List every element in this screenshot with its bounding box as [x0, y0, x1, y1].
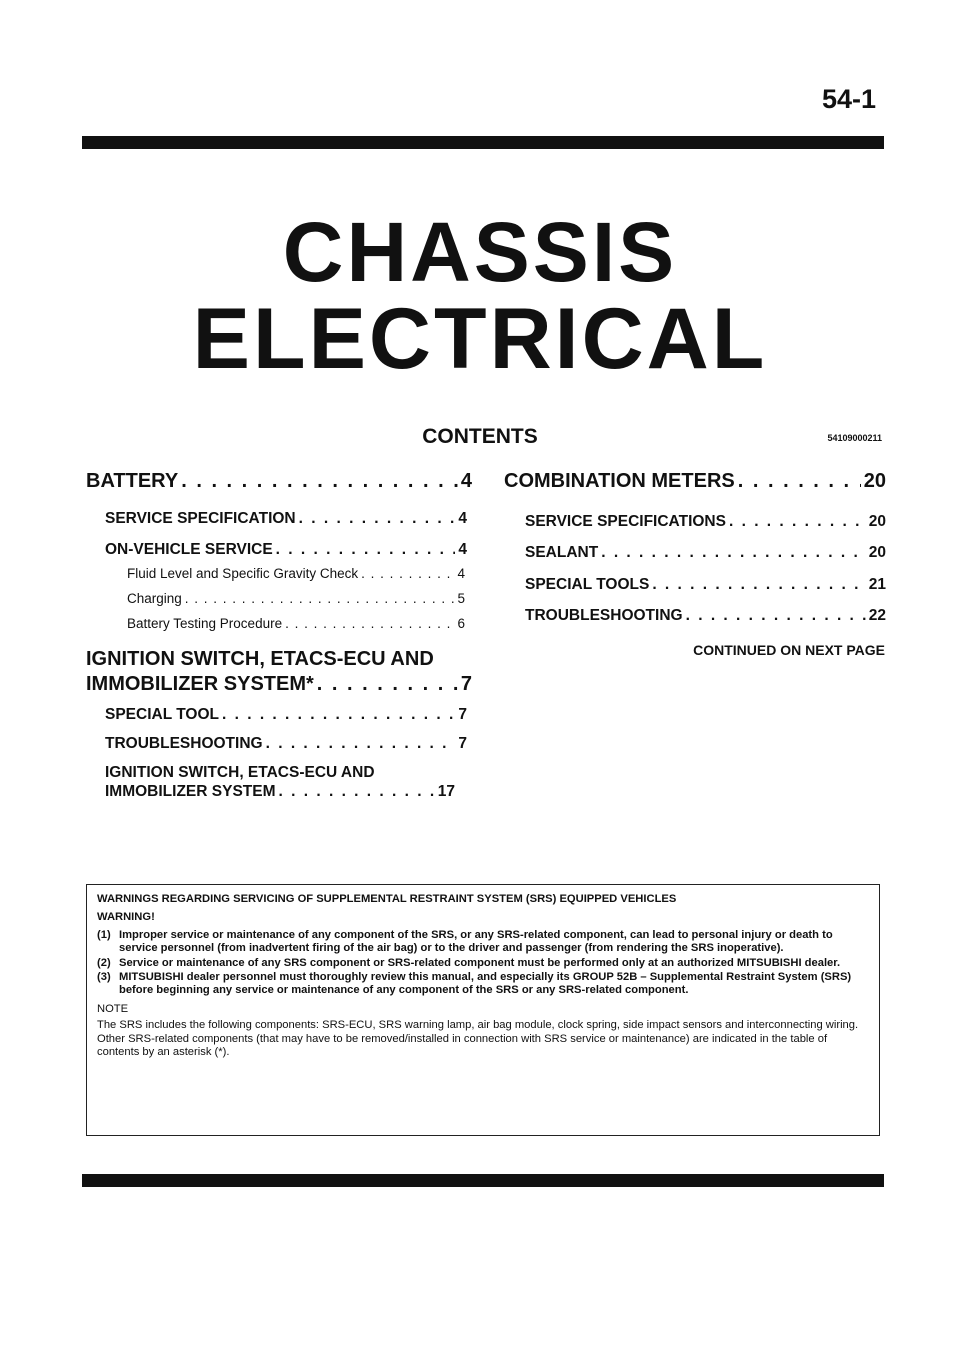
toc-page: 22 — [868, 607, 886, 624]
toc-entry-fluid-level[interactable] — [127, 566, 465, 581]
toc-label: TROUBLESHOOTING — [105, 735, 263, 752]
toc-entry-charging[interactable] — [127, 591, 465, 606]
toc-page: 5 — [457, 591, 465, 606]
warning-label: WARNING! — [97, 911, 155, 924]
leader-dots — [285, 616, 454, 631]
title-line-1: CHASSIS — [282, 205, 678, 299]
toc-page: 4 — [457, 566, 465, 581]
note-label: NOTE — [97, 1002, 129, 1015]
toc-page: 17 — [437, 783, 455, 800]
toc-entry-combination-meters[interactable] — [504, 470, 886, 493]
warning-item-text: Improper service or maintenance of any component of the SRS, or any SRS-related component, can lead to personal injury or death to service personnel (from inadvertent firing of the air bag) or to the driver and passenger (from rendering the SRS inoperative). — [119, 928, 833, 955]
toc-entry-troubleshooting-right[interactable] — [525, 607, 886, 625]
toc-label: IMMOBILIZER SYSTEM — [105, 783, 276, 800]
toc-ignition-label-line-1[interactable]: IGNITION SWITCH, ETACS-ECU AND — [86, 648, 434, 670]
warning-item — [97, 957, 871, 970]
toc-page: 4 — [458, 541, 467, 558]
toc-entry-battery-testing[interactable] — [127, 616, 465, 631]
toc-label: BATTERY — [86, 470, 179, 492]
leader-dots — [686, 607, 866, 625]
toc-page: 20 — [863, 470, 886, 492]
toc-label: IMMOBILIZER SYSTEM* — [86, 673, 314, 695]
bottom-rule — [82, 1174, 884, 1187]
toc-page: 7 — [460, 673, 472, 695]
leader-dots — [181, 470, 458, 493]
toc-label: Charging — [127, 591, 182, 606]
toc-entry-ignition[interactable] — [86, 673, 472, 696]
note-text: The SRS includes the following components: SRS-ECU, SRS warning lamp, air bag module, clock spring, side impact sensors and interconnecting wiring. Other SRS-related components (that may have to be removed/installed in connection with SRS service or maintenance) are indicated in the table of contents by an asterisk (*). — [97, 1019, 859, 1059]
toc-page: 6 — [457, 616, 465, 631]
continued-note: CONTINUED ON NEXT PAGE — [693, 642, 885, 658]
toc-page: 20 — [868, 513, 886, 530]
document-code: 54109000211 — [827, 433, 882, 443]
toc-page: 20 — [868, 544, 886, 561]
toc-page: 4 — [460, 470, 472, 492]
leader-dots — [279, 783, 435, 801]
warning-item — [97, 971, 871, 998]
srs-warning-box — [86, 884, 880, 1136]
leader-dots — [729, 513, 866, 531]
toc-label: COMBINATION METERS — [504, 470, 735, 492]
toc-label: SEALANT — [525, 544, 599, 561]
toc-page: 21 — [868, 576, 886, 593]
leader-dots — [738, 470, 861, 493]
toc-entry-troubleshooting-left[interactable] — [105, 735, 467, 753]
leader-dots — [317, 673, 458, 696]
leader-dots — [601, 544, 866, 562]
warning-item-number: (3) — [97, 971, 111, 984]
toc-label: TROUBLESHOOTING — [525, 607, 683, 624]
toc-label: ON-VEHICLE SERVICE — [105, 541, 273, 558]
toc-label: Battery Testing Procedure — [127, 616, 283, 631]
toc-entry-sealant[interactable] — [525, 544, 886, 562]
toc-label: Fluid Level and Specific Gravity Check — [127, 566, 359, 581]
toc-entry-service-specifications[interactable] — [525, 513, 886, 531]
toc-entry-battery[interactable] — [86, 470, 472, 493]
toc-entry-special-tool[interactable] — [105, 706, 467, 724]
toc-entry-special-tools[interactable] — [525, 576, 886, 594]
warning-item-text: Service or maintenance of any SRS component or SRS-related component must be performed only at an authorized MITSUBISHI dealer. — [119, 956, 841, 969]
warning-item-number: (1) — [97, 928, 111, 941]
toc-entry-on-vehicle-service[interactable] — [105, 541, 467, 559]
leader-dots — [361, 566, 454, 581]
leader-dots — [222, 706, 455, 724]
warning-item-number: (2) — [97, 956, 111, 969]
toc-label: SPECIAL TOOL — [105, 706, 219, 723]
toc-label: SERVICE SPECIFICATION — [105, 510, 296, 527]
warning-item — [97, 929, 871, 956]
toc-label: SERVICE SPECIFICATIONS — [525, 513, 726, 530]
toc-page: 4 — [458, 510, 467, 527]
toc-page: 7 — [458, 706, 467, 723]
title-line-2: ELECTRICAL — [192, 291, 768, 387]
toc-page: 7 — [458, 735, 467, 752]
leader-dots — [276, 541, 456, 559]
leader-dots — [299, 510, 456, 528]
warning-item-text: MITSUBISHI dealer personnel must thoroughly review this manual, and especially its GROUP 52B – Supplemental Restraint System (SRS) before beginning any service or maintenance of any component of the SRS or any SRS-related component. — [119, 971, 852, 997]
top-rule — [82, 136, 884, 149]
toc-label: SPECIAL TOOLS — [525, 576, 650, 593]
leader-dots — [266, 735, 456, 753]
toc-ignition-system-line-1[interactable]: IGNITION SWITCH, ETACS-ECU AND — [105, 764, 375, 781]
page-number: 54-1 — [821, 84, 876, 114]
leader-dots — [652, 576, 865, 594]
warning-heading: WARNINGS REGARDING SERVICING OF SUPPLEMENTAL RESTRAINT SYSTEM (SRS) EQUIPPED VEHICLES — [97, 893, 677, 905]
toc-entry-ignition-system[interactable] — [105, 783, 455, 801]
leader-dots — [185, 591, 455, 606]
contents-heading: CONTENTS — [422, 425, 538, 448]
toc-entry-service-specification[interactable] — [105, 510, 467, 528]
